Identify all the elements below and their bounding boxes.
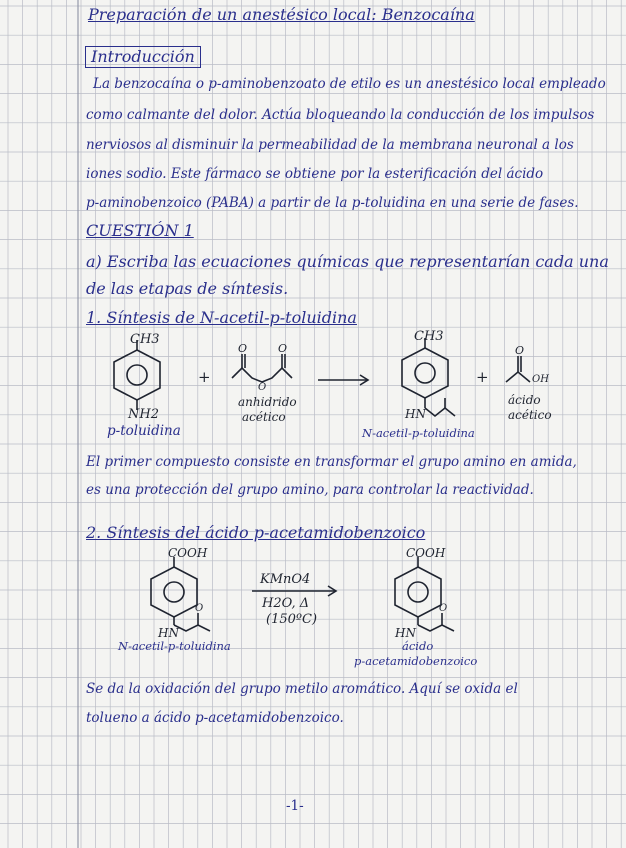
intro-line: La benzocaína o p-aminobenzoato de etilo es un anestésico local empleado <box>93 76 606 92</box>
question-line: de las etapas de síntesis. <box>86 279 289 298</box>
product-hn: HN <box>405 407 426 421</box>
acid-label-2: acético <box>508 408 552 422</box>
product2-hn: HN <box>395 626 416 640</box>
intro-line: como calmante del dolor. Actúa bloqueando la conducción de los impulsos <box>86 107 595 123</box>
product2-label-1: ácido <box>402 639 434 653</box>
anhydride-o1: O <box>238 342 248 355</box>
intro-line: nerviosos al disminuir la permeabilidad de la membrana neuronal a los <box>86 137 574 153</box>
reactant2-hn: HN <box>158 626 179 640</box>
product2-label-2: p-acetamidobenzoico <box>354 654 478 668</box>
anhydride-label-2: acético <box>242 410 286 424</box>
intro-line: iones sodio. Este fármaco se obtiene por la esterificación del ácido <box>86 166 544 182</box>
product2-benzene-ring <box>395 567 441 617</box>
step2-comment: tolueno a ácido p-acetamidobenzoico. <box>86 710 344 726</box>
reactant1-nh2: NH2 <box>128 407 159 422</box>
step2-reaction-scheme <box>0 545 626 645</box>
step2-heading: 2. Síntesis del ácido p-acetamidobenzoico <box>86 523 426 542</box>
product2-cooh: COOH <box>406 546 446 560</box>
anhydride-skeleton <box>232 368 292 382</box>
acetic-acid-skeleton <box>506 372 530 382</box>
step1-comment: es una protección del grupo amino, para controlar la reactividad. <box>86 482 534 498</box>
product-ch3: CH3 <box>414 330 444 344</box>
step2-comment: Se da la oxidación del grupo metilo aromático. Aquí se oxida el <box>86 681 518 697</box>
reagent-h2o-heat: H2O, Δ <box>262 596 310 611</box>
step1-heading: 1. Síntesis de N-acetil-p-toluidina <box>86 308 357 327</box>
reactant2-benzene-ring <box>151 567 197 617</box>
page-number: -1- <box>286 798 304 814</box>
reactant2-cooh: COOH <box>168 546 208 560</box>
step1-reaction-scheme <box>0 330 626 445</box>
reactant2-label: N-acetil-p-toluidina <box>118 639 231 653</box>
page-title: Preparación de un anestésico local: Benzocaína <box>88 5 475 24</box>
product-benzene-ring <box>402 348 448 398</box>
plus-sign: + <box>198 368 211 386</box>
acid-o: O <box>515 344 525 357</box>
acid-label-1: ácido <box>508 393 541 407</box>
reagent-kmno4: KMnO4 <box>260 572 311 587</box>
acid-oh: OH <box>532 374 549 385</box>
plus-sign: + <box>476 368 489 386</box>
product1-label: N-acetil-p-toluidina <box>362 426 475 440</box>
step1-comment: El primer compuesto consiste en transformar el grupo amino en amida, <box>86 454 577 470</box>
question-line: a) Escriba las ecuaciones químicas que representarían cada una <box>86 252 609 271</box>
intro-line: p-aminobenzoico (PABA) a partir de la p-toluidina en una serie de fases. <box>86 195 579 211</box>
anhydride-o2: O <box>278 342 288 355</box>
question-heading: CUESTIÓN 1 <box>86 221 194 240</box>
reagent-temperature: (150ºC) <box>266 612 318 627</box>
reactant1-ch3: CH3 <box>130 332 160 347</box>
product2-o: O <box>439 603 448 614</box>
anhydride-o-bridge: O <box>258 382 267 393</box>
anhydride-label-1: anhidrido <box>238 395 297 409</box>
reactant2-o: O <box>195 603 204 614</box>
reactant1-benzene-ring <box>114 350 160 400</box>
intro-heading: Introducción <box>85 46 201 68</box>
reactant1-label: p-toluidina <box>107 423 181 439</box>
